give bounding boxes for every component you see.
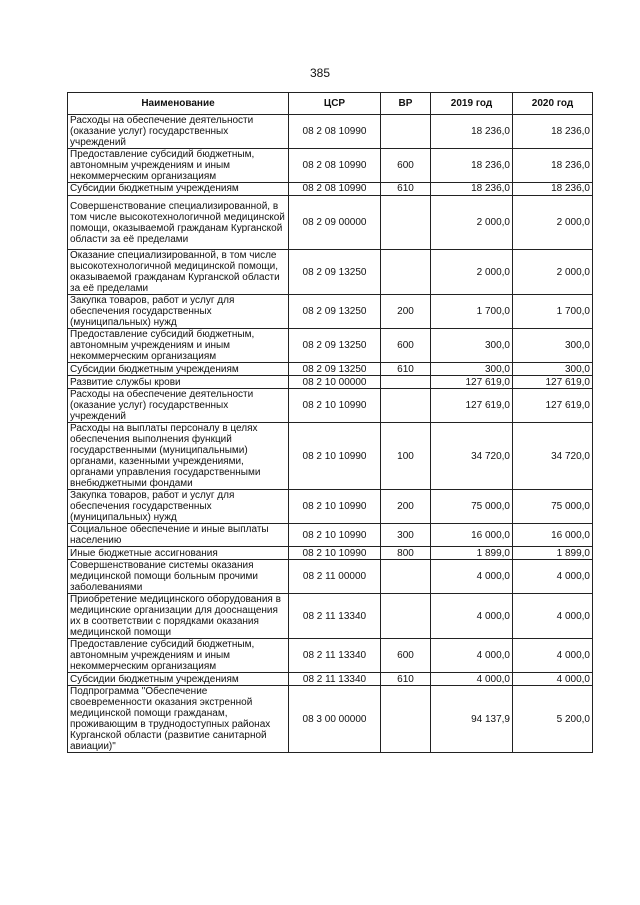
cell-name: Совершенствование специализированной, в том числе высокотехнологичной медицинской помощи, оказываемой гражданам Курганской области за её пределами [68,195,289,250]
cell-y2020: 1 700,0 [513,295,593,329]
cell-vr: 610 [381,183,431,196]
cell-vr [381,560,431,594]
cell-vr [381,250,431,295]
table-row [68,376,593,389]
cell-y2020: 18 236,0 [513,183,593,196]
cell-vr: 600 [381,329,431,363]
cell-name: Закупка товаров, работ и услуг для обеспечения государственных (муниципальных) нужд [68,295,289,329]
table-row [68,295,593,329]
cell-y2019: 18 236,0 [431,115,513,149]
cell-name: Предоставление субсидий бюджетным, автономным учреждениям и иным некоммерческим организациям [68,639,289,673]
cell-csr: 08 2 10 10990 [289,389,381,423]
header-row [68,93,593,115]
cell-csr: 08 2 11 00000 [289,560,381,594]
table-row [68,389,593,423]
cell-y2019: 2 000,0 [431,195,513,250]
cell-y2019: 16 000,0 [431,524,513,547]
table-body [68,115,593,753]
cell-y2020: 127 619,0 [513,389,593,423]
cell-name: Социальное обеспечение и иные выплаты населению [68,524,289,547]
header-2019: 2019 год [431,93,513,115]
cell-name: Субсидии бюджетным учреждениям [68,363,289,376]
cell-y2019: 34 720,0 [431,423,513,490]
cell-y2020: 2 000,0 [513,195,593,250]
cell-y2020: 34 720,0 [513,423,593,490]
cell-vr [381,389,431,423]
cell-csr: 08 2 09 00000 [289,195,381,250]
cell-y2019: 18 236,0 [431,183,513,196]
cell-vr: 610 [381,673,431,686]
cell-y2019: 94 137,9 [431,686,513,753]
table-row [68,524,593,547]
table-row [68,329,593,363]
cell-y2019: 300,0 [431,363,513,376]
header-vr: ВР [381,93,431,115]
cell-csr: 08 2 11 13340 [289,673,381,686]
cell-csr: 08 2 08 10990 [289,183,381,196]
table-row [68,115,593,149]
cell-name: Субсидии бюджетным учреждениям [68,183,289,196]
table-row [68,149,593,183]
cell-csr: 08 2 10 10990 [289,524,381,547]
cell-csr: 08 2 09 13250 [289,329,381,363]
table-row [68,490,593,524]
cell-name: Подпрограмма "Обеспечение своевременности оказания экстренной медицинской помощи гражданам, проживающим в труднодоступных районах Курганской области (развитие санитарной авиации)" [68,686,289,753]
cell-vr [381,686,431,753]
cell-y2020: 300,0 [513,363,593,376]
cell-y2020: 4 000,0 [513,594,593,639]
cell-vr: 100 [381,423,431,490]
cell-y2020: 75 000,0 [513,490,593,524]
cell-name: Закупка товаров, работ и услуг для обеспечения государственных (муниципальных) нужд [68,490,289,524]
cell-vr [381,115,431,149]
table-row [68,423,593,490]
cell-vr: 800 [381,547,431,560]
cell-csr: 08 2 10 00000 [289,376,381,389]
cell-name: Оказание специализированной, в том числе высокотехнологичной медицинской помощи, оказываемой гражданам Курганской области за её пределами [68,250,289,295]
cell-y2020: 4 000,0 [513,560,593,594]
table-row [68,686,593,753]
cell-vr [381,195,431,250]
cell-y2020: 127 619,0 [513,376,593,389]
cell-y2019: 4 000,0 [431,560,513,594]
header-name: Наименование [68,93,289,115]
cell-y2019: 1 899,0 [431,547,513,560]
cell-y2020: 18 236,0 [513,149,593,183]
cell-csr: 08 2 10 10990 [289,547,381,560]
cell-name: Совершенствование системы оказания медицинской помощи больным прочими заболеваниями [68,560,289,594]
cell-y2019: 4 000,0 [431,594,513,639]
cell-csr: 08 2 09 13250 [289,363,381,376]
cell-vr: 300 [381,524,431,547]
cell-y2019: 2 000,0 [431,250,513,295]
cell-name: Приобретение медицинского оборудования в медицинские организации для дооснащения их в соответствии с порядками оказания медицинской помощи [68,594,289,639]
cell-y2020: 18 236,0 [513,115,593,149]
table-row [68,250,593,295]
cell-vr [381,594,431,639]
cell-y2020: 5 200,0 [513,686,593,753]
table-row [68,639,593,673]
table-row [68,673,593,686]
cell-vr: 200 [381,295,431,329]
table-row [68,183,593,196]
table-row [68,363,593,376]
cell-y2020: 1 899,0 [513,547,593,560]
page-number: 385 [309,66,331,80]
cell-vr: 600 [381,639,431,673]
cell-vr: 600 [381,149,431,183]
cell-csr: 08 2 11 13340 [289,594,381,639]
cell-name: Предоставление субсидий бюджетным, автономным учреждениям и иным некоммерческим организациям [68,329,289,363]
table-row [68,594,593,639]
cell-csr: 08 2 09 13250 [289,250,381,295]
cell-vr: 200 [381,490,431,524]
cell-name: Расходы на обеспечение деятельности (оказание услуг) государственных учреждений [68,115,289,149]
cell-csr: 08 2 10 10990 [289,490,381,524]
cell-csr: 08 2 11 13340 [289,639,381,673]
header-2020: 2020 год [513,93,593,115]
cell-name: Развитие службы крови [68,376,289,389]
budget-table [67,92,593,753]
table-header [68,93,593,115]
cell-y2020: 4 000,0 [513,639,593,673]
cell-name: Расходы на обеспечение деятельности (оказание услуг) государственных учреждений [68,389,289,423]
cell-csr: 08 2 10 10990 [289,423,381,490]
cell-y2019: 127 619,0 [431,376,513,389]
cell-name: Расходы на выплаты персоналу в целях обеспечения выполнения функций государственными (муниципальными) органами, казенными учреждениями, органами управления государственными внебюджетными фондами [68,423,289,490]
cell-csr: 08 2 08 10990 [289,149,381,183]
cell-csr: 08 3 00 00000 [289,686,381,753]
cell-vr [381,376,431,389]
table-row [68,547,593,560]
table-row [68,195,593,250]
cell-y2020: 2 000,0 [513,250,593,295]
header-csr: ЦСР [289,93,381,115]
cell-csr: 08 2 09 13250 [289,295,381,329]
cell-y2020: 300,0 [513,329,593,363]
table-row [68,560,593,594]
cell-name: Предоставление субсидий бюджетным, автономным учреждениям и иным некоммерческим организациям [68,149,289,183]
cell-csr: 08 2 08 10990 [289,115,381,149]
cell-y2020: 4 000,0 [513,673,593,686]
cell-y2019: 18 236,0 [431,149,513,183]
cell-name: Иные бюджетные ассигнования [68,547,289,560]
cell-y2019: 75 000,0 [431,490,513,524]
cell-vr: 610 [381,363,431,376]
cell-y2019: 127 619,0 [431,389,513,423]
cell-name: Субсидии бюджетным учреждениям [68,673,289,686]
cell-y2019: 1 700,0 [431,295,513,329]
cell-y2020: 16 000,0 [513,524,593,547]
cell-y2019: 4 000,0 [431,639,513,673]
cell-y2019: 300,0 [431,329,513,363]
cell-y2019: 4 000,0 [431,673,513,686]
